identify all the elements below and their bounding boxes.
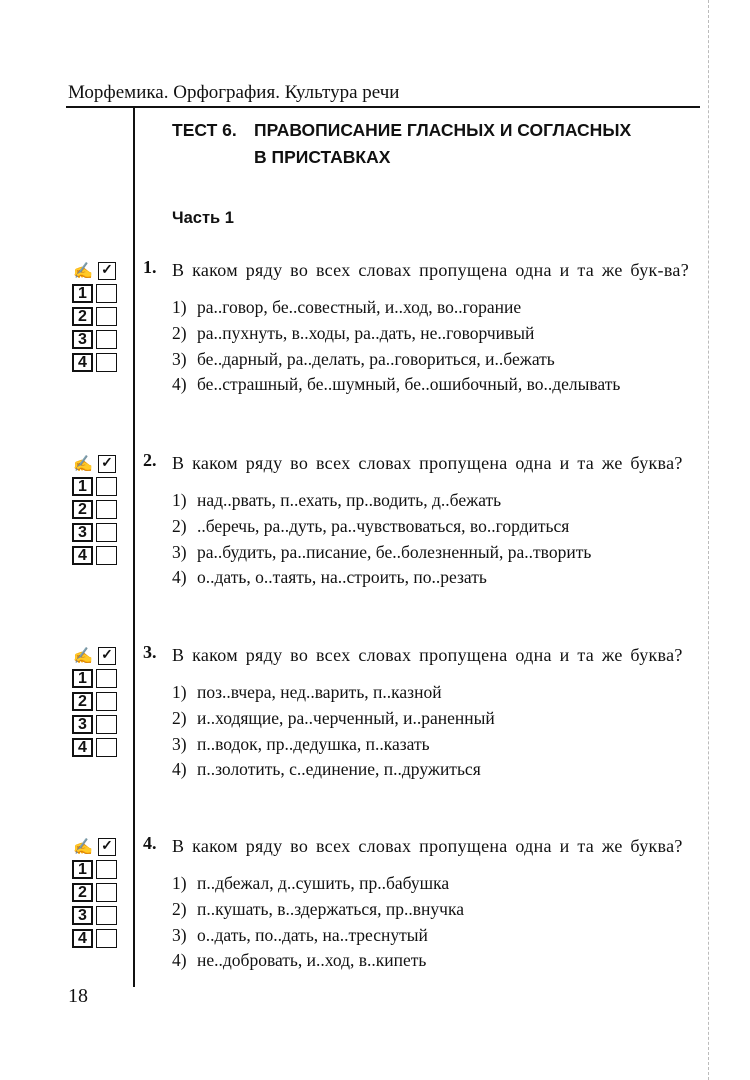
option-item <box>172 757 703 783</box>
answer-checkbox[interactable] <box>96 284 117 303</box>
pen-icon: ✍ <box>73 837 93 856</box>
option-text: п..кушать, в..здержаться, пр..внучка <box>197 898 464 919</box>
option-text: не..добровать, и..ход, в..кипеть <box>197 950 427 971</box>
option-text: ра..пухнуть, в..ходы, ра..дать, не..говорчивый <box>197 322 535 343</box>
option-number: 2) <box>172 515 187 536</box>
option-item <box>172 923 703 949</box>
header-rule <box>66 106 700 108</box>
answer-checkbox[interactable] <box>96 929 117 948</box>
option-number-box: 1 <box>72 477 93 496</box>
options-list <box>172 488 703 591</box>
option-text: п..дбежал, д..сушить, пр..бабушка <box>197 873 450 893</box>
option-number-box: 1 <box>72 669 93 688</box>
option-number: 4) <box>172 950 187 971</box>
question-number: 4. <box>143 833 157 853</box>
answer-checkbox[interactable] <box>96 500 117 519</box>
option-number: 2) <box>172 322 187 343</box>
option-item <box>172 488 703 514</box>
answer-box <box>72 835 122 950</box>
answer-checkbox[interactable] <box>96 669 117 688</box>
option-number-box: 1 <box>72 860 93 879</box>
answer-box <box>72 644 122 759</box>
checkmark-icon: ✓ <box>98 647 116 665</box>
option-number-box: 4 <box>72 353 93 372</box>
option-number-box: 4 <box>72 738 93 757</box>
option-number: 1) <box>172 490 187 510</box>
option-number: 2) <box>172 898 187 919</box>
option-number-box: 2 <box>72 500 93 519</box>
checkmark-icon: ✓ <box>98 455 116 473</box>
answer-checkbox[interactable] <box>96 715 117 734</box>
answer-checkbox[interactable] <box>96 883 117 902</box>
question-text: В каком ряду во всех словах пропущена одна и та же буква? <box>172 645 683 665</box>
option-text: бе..дарный, ра..делать, ра..говориться, и..бежать <box>197 348 555 369</box>
option-item <box>172 680 703 706</box>
test-title-line2: В ПРИСТАВКАХ <box>254 147 391 167</box>
question-text: В каком ряду во всех словах пропущена одна и та же бук-ва? <box>172 260 689 280</box>
question-number: 1. <box>143 257 157 277</box>
options-list <box>172 871 703 974</box>
answer-checkbox[interactable] <box>96 307 117 326</box>
option-text: ра..говор, бе..совестный, и..ход, во..горание <box>197 297 522 317</box>
option-item <box>172 540 703 566</box>
question-2 <box>143 450 703 591</box>
option-item <box>172 565 703 591</box>
option-number: 2) <box>172 707 187 728</box>
option-number-box: 3 <box>72 330 93 349</box>
margin-rule <box>133 107 135 987</box>
answer-checkbox[interactable] <box>96 523 117 542</box>
question-text: В каком ряду во всех словах пропущена одна и та же буква? <box>172 836 683 856</box>
option-number: 3) <box>172 924 187 945</box>
option-text: и..ходящие, ра..черченный, и..раненный <box>197 707 495 728</box>
option-item <box>172 732 703 758</box>
option-number-box: 4 <box>72 929 93 948</box>
question-number: 3. <box>143 642 157 662</box>
option-number-box: 4 <box>72 546 93 565</box>
option-item <box>172 347 703 373</box>
option-text: ..беречь, ра..дуть, ра..чувствоваться, во..гордиться <box>197 515 570 536</box>
option-text: п..золотить, с..единение, п..дружиться <box>197 759 481 780</box>
part-heading: Часть 1 <box>172 209 234 227</box>
answer-checkbox[interactable] <box>96 906 117 925</box>
question-3 <box>143 642 703 783</box>
answer-checkbox[interactable] <box>96 546 117 565</box>
option-number-box: 2 <box>72 307 93 326</box>
option-number: 4) <box>172 759 187 780</box>
checkmark-icon: ✓ <box>98 262 116 280</box>
option-text: поз..вчера, нед..варить, п..казной <box>197 682 442 702</box>
option-text: о..дать, по..дать, на..треснутый <box>197 924 428 945</box>
option-number: 1) <box>172 682 187 702</box>
option-number: 1) <box>172 297 187 317</box>
answer-checkbox[interactable] <box>96 330 117 349</box>
answer-checkbox[interactable] <box>96 860 117 879</box>
option-number-box: 2 <box>72 692 93 711</box>
checkmark-icon: ✓ <box>98 838 116 856</box>
option-item <box>172 295 703 321</box>
option-number: 3) <box>172 733 187 754</box>
question-number: 2. <box>143 450 157 470</box>
option-number: 1) <box>172 873 187 893</box>
pen-icon: ✍ <box>73 646 93 665</box>
option-number: 4) <box>172 567 187 588</box>
option-number-box: 3 <box>72 715 93 734</box>
option-number-box: 3 <box>72 906 93 925</box>
page-number: 18 <box>68 985 88 1007</box>
option-item <box>172 372 703 398</box>
test-title-line1: ПРАВОПИСАНИЕ ГЛАСНЫХ И СОГЛАСНЫХ <box>254 120 632 140</box>
answer-checkbox[interactable] <box>96 692 117 711</box>
option-number: 4) <box>172 374 187 395</box>
option-number-box: 3 <box>72 523 93 542</box>
option-item <box>172 897 703 923</box>
test-number: ТЕСТ 6. <box>172 120 237 140</box>
answer-checkbox[interactable] <box>96 477 117 496</box>
test-title <box>172 117 631 171</box>
option-number-box: 1 <box>72 284 93 303</box>
option-text: о..дать, о..таять, на..строить, по..резать <box>197 567 487 588</box>
option-item <box>172 871 703 897</box>
running-header: Морфемика. Орфография. Культура речи <box>68 82 400 103</box>
pen-icon: ✍ <box>73 454 93 473</box>
page-edge-dotted-line <box>708 0 709 1080</box>
option-text: бе..страшный, бе..шумный, бе..ошибочный, во..делывать <box>197 374 621 395</box>
option-number-box: 2 <box>72 883 93 902</box>
answer-box <box>72 452 122 567</box>
question-text: В каком ряду во всех словах пропущена одна и та же буква? <box>172 453 683 473</box>
option-number: 3) <box>172 348 187 369</box>
option-item <box>172 706 703 732</box>
option-text: п..водок, пр..дедушка, п..казать <box>197 733 430 754</box>
option-number: 3) <box>172 541 187 562</box>
answer-checkbox[interactable] <box>96 738 117 757</box>
option-item <box>172 514 703 540</box>
option-text: над..рвать, п..ехать, пр..водить, д..бежать <box>197 490 502 510</box>
question-1 <box>143 257 703 398</box>
options-list <box>172 680 703 783</box>
answer-checkbox[interactable] <box>96 353 117 372</box>
pen-icon: ✍ <box>73 261 93 280</box>
options-list <box>172 295 703 398</box>
option-item <box>172 321 703 347</box>
answer-box <box>72 259 122 374</box>
option-text: ра..будить, ра..писание, бе..болезненный, ра..творить <box>197 541 592 562</box>
option-item <box>172 948 703 974</box>
question-4 <box>143 833 703 974</box>
